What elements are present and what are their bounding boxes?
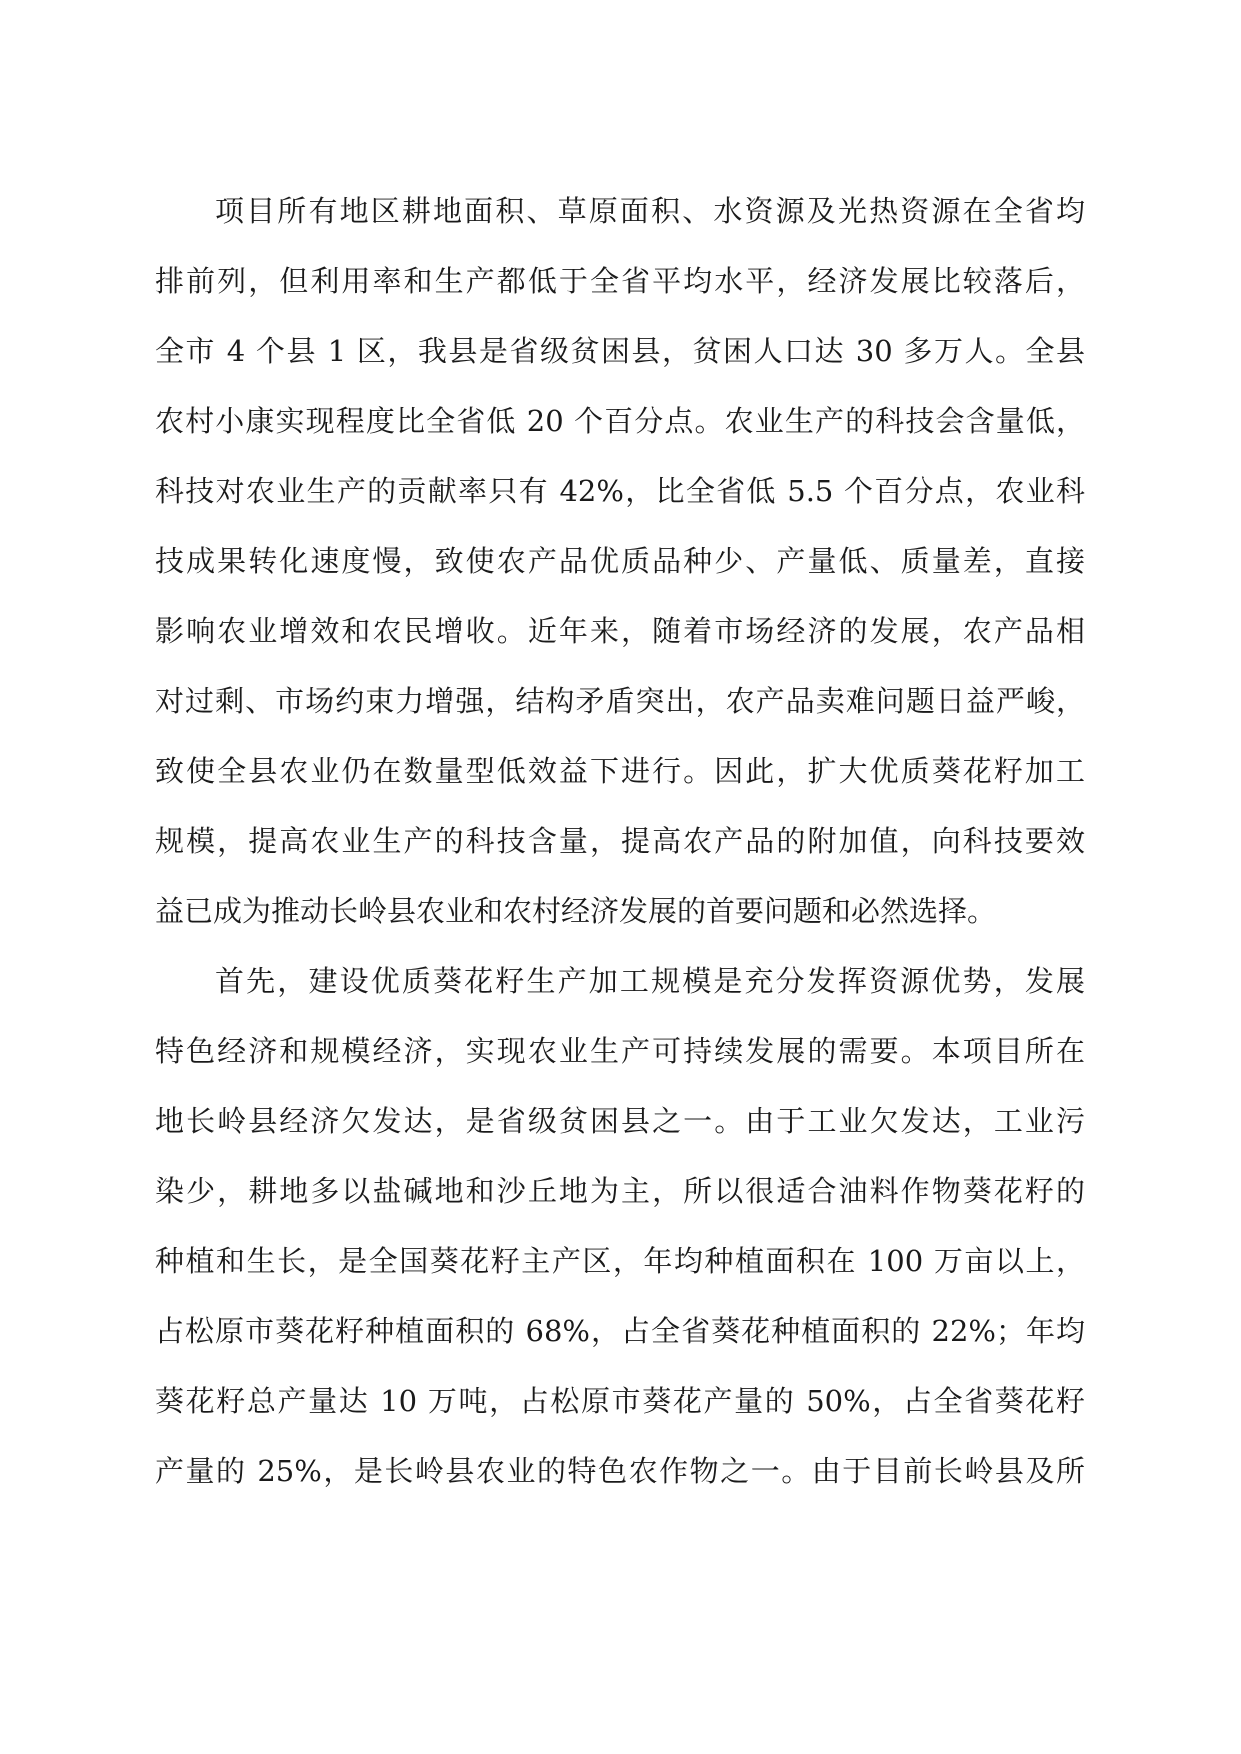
paragraph-1 bbox=[155, 176, 1085, 946]
text-line: 占松原市葵花籽种植面积的 68%，占全省葵花种植面积的 22%；年均 bbox=[155, 1314, 1085, 1348]
text-line: 项目所有地区耕地面积、草原面积、水资源及光热资源在全省均 bbox=[215, 194, 1085, 228]
text-line: 影响农业增效和农民增收。近年来，随着市场经济的发展，农产品相 bbox=[155, 614, 1085, 648]
text-line: 葵花籽总产量达 10 万吨，占松原市葵花产量的 50%，占全省葵花籽 bbox=[155, 1384, 1085, 1418]
text-line: 对过剩、市场约束力增强，结构矛盾突出，农产品卖难问题日益严峻， bbox=[155, 684, 1085, 718]
text-line: 染少，耕地多以盐碱地和沙丘地为主，所以很适合油料作物葵花籽的 bbox=[155, 1174, 1085, 1208]
text-line: 全市 4 个县 1 区，我县是省级贫困县，贫困人口达 30 多万人。全县 bbox=[155, 334, 1085, 368]
text-line: 地长岭县经济欠发达，是省级贫困县之一。由于工业欠发达，工业污 bbox=[155, 1104, 1085, 1138]
paragraph-2 bbox=[155, 946, 1085, 1506]
text-line: 特色经济和规模经济，实现农业生产可持续发展的需要。本项目所在 bbox=[155, 1034, 1085, 1068]
text-line: 致使全县农业仍在数量型低效益下进行。因此，扩大优质葵花籽加工 bbox=[155, 754, 1085, 788]
document-body bbox=[155, 176, 1085, 1506]
text-line: 农村小康实现程度比全省低 20 个百分点。农业生产的科技会含量低， bbox=[155, 404, 1085, 438]
text-line: 规模，提高农业生产的科技含量，提高农产品的附加值，向科技要效 bbox=[155, 824, 1085, 858]
text-line: 首先，建设优质葵花籽生产加工规模是充分发挥资源优势，发展 bbox=[215, 964, 1085, 998]
text-line: 产量的 25%，是长岭县农业的特色农作物之一。由于目前长岭县及所 bbox=[155, 1454, 1085, 1488]
text-line: 种植和生长，是全国葵花籽主产区，年均种植面积在 100 万亩以上， bbox=[155, 1244, 1085, 1278]
text-line: 技成果转化速度慢，致使农产品优质品种少、产量低、质量差，直接 bbox=[155, 544, 1085, 578]
text-line: 科技对农业生产的贡献率只有 42%，比全省低 5.5 个百分点，农业科 bbox=[155, 474, 1085, 508]
text-line: 益已成为推动长岭县农业和农村经济发展的首要问题和必然选择。 bbox=[155, 894, 997, 928]
text-line: 排前列，但利用率和生产都低于全省平均水平，经济发展比较落后， bbox=[155, 264, 1085, 298]
